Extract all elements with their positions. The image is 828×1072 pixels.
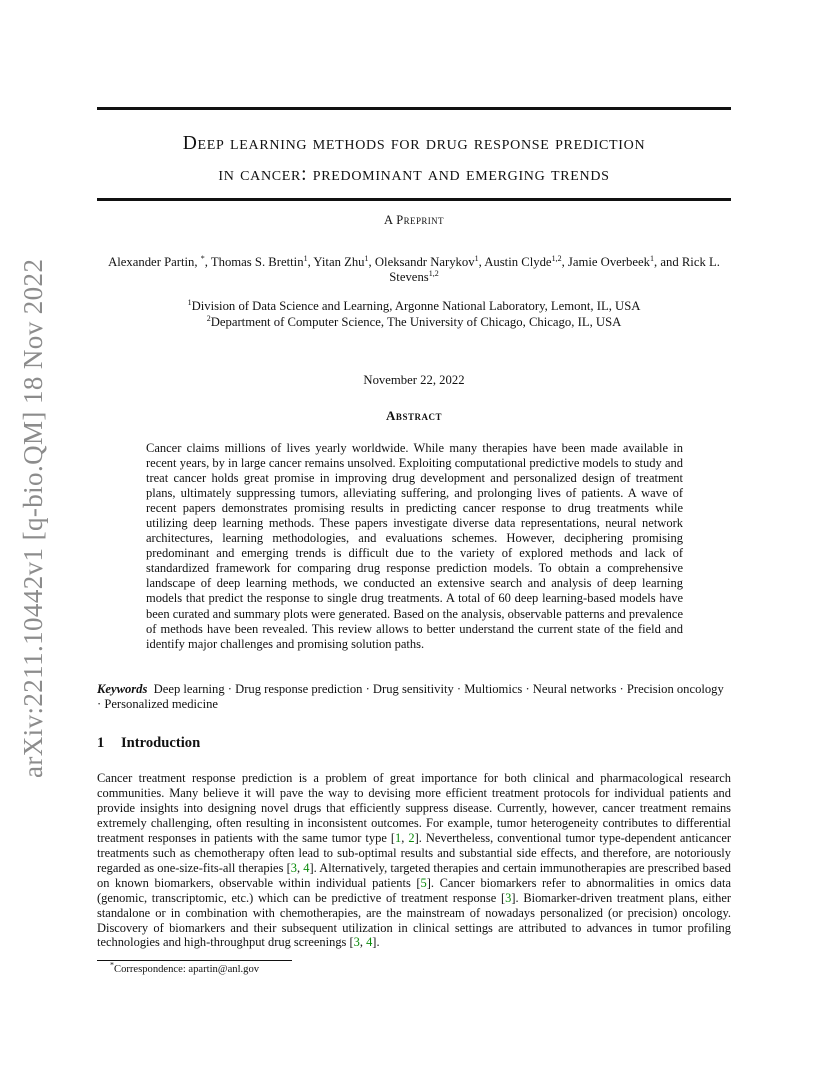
affiliation-number: 2 bbox=[206, 313, 211, 323]
title-line-1: Deep learning methods for drug response prediction bbox=[182, 133, 646, 154]
affiliation-sup: 1 bbox=[364, 253, 369, 263]
affiliation-sup: 1 bbox=[650, 253, 654, 263]
affiliation-1 bbox=[97, 298, 731, 314]
intro-text: , bbox=[401, 830, 409, 845]
affiliation-sup: 1,2 bbox=[428, 268, 439, 278]
keywords-text: Deep learning · Drug response prediction · Drug sensitivity · Multiomics · Neural networks · Precision oncology · Personalized medicine bbox=[97, 682, 724, 712]
citation-link[interactable]: 4 bbox=[303, 860, 310, 875]
affiliation-text: Division of Data Science and Learning, Argonne National Laboratory, Lemont, IL, USA bbox=[191, 299, 641, 313]
arxiv-identifier-stamp: arXiv:2211.10442v1 [q-bio.QM] 18 Nov 2022 bbox=[18, 258, 48, 778]
intro-text: ]. Alternatively, targeted therapies and certain immunotherapies are prescribed based on known biomarkers, observable within individual patients [ bbox=[97, 860, 731, 890]
correspondence-mark[interactable]: * bbox=[200, 253, 205, 263]
intro-text: Cancer treatment response prediction is a problem of great importance for both clinical and pharmacological research communities. Many believe it will pave the way to devising more efficient treatment protocols for individual patients and provide insights into designing novel drugs that efficiently suppress disease. Currently, however, cancer treatment remains extremely challenging, often resulting in inconsistent outcomes. For example, tumor heterogeneity contributes to differential treatment responses in patients with the same tumor type [ bbox=[97, 771, 731, 845]
author-name: Alexander Partin, bbox=[108, 255, 201, 269]
citation-link[interactable]: 3 bbox=[353, 935, 360, 950]
author-name: , Yitan Zhu bbox=[307, 255, 365, 269]
introduction-paragraph bbox=[97, 771, 731, 950]
paper-title bbox=[97, 128, 731, 190]
citation-link[interactable]: 2 bbox=[408, 830, 415, 845]
affiliation-sup: 1,2 bbox=[551, 253, 562, 263]
section-number: 1 bbox=[97, 735, 105, 751]
citation-link[interactable]: 1 bbox=[395, 830, 402, 845]
abstract-heading: Abstract bbox=[386, 408, 442, 423]
intro-text: ]. Nevertheless, conventional tumor type-dependent anticancer treatments such as chemotherapy often lead to sub-optimal results and substantial side effects, and therefore, are notoriously regarded as one-size-fits-all therapies [ bbox=[97, 830, 732, 875]
intro-text: ]. Cancer biomarkers refer to abnormalities in omics data (genomic, transcriptomic, etc.) which can be predictive of treatment response [ bbox=[97, 875, 731, 905]
footnote-rule bbox=[97, 960, 292, 961]
title-line-2: in cancer: predominant and emerging trends bbox=[218, 164, 610, 185]
citation-link[interactable]: 3 bbox=[290, 860, 297, 875]
affiliation-text: Department of Computer Science, The University of Chicago, Chicago, IL, USA bbox=[210, 315, 622, 329]
affiliation-sup: 1 bbox=[303, 253, 308, 263]
abstract-body: Cancer claims millions of lives yearly worldwide. While many therapies have been made available in recent years, by in large cancer remains unsolved. Exploiting computational predictive models to study and treat cancer holds great promise in improving drug development and personalized design of treatment plans, ultimately suppressing tumors, alleviating suffering, and prolonging lives of patients. A wave of recent papers demonstrates promising results in predicting cancer response to drug treatments while utilizing deep learning methods. These papers investigate diverse data representations, neural network architectures, learning methodologies, and evaluations schemes. However, deciphering promising predominant and emerging trends is difficult due to the variety of explored methods and lack of standardized framework for comparing drug response prediction models. To obtain a comprehensive landscape of deep learning methods, we conducted an extensive search and analysis of deep learning models that predict the response to single drug treatments. A total of 60 deep learning-based models have been curated and summary plots were generated. Based on the analysis, observable patterns and prevalence of methods have been revealed. This review allows to better understand the current state of the field and identify major challenges and promising solution paths. bbox=[146, 441, 683, 651]
affiliation-2 bbox=[97, 314, 731, 330]
title-bottom-rule bbox=[97, 198, 731, 201]
publication-date: November 22, 2022 bbox=[363, 373, 465, 387]
author-name: , Thomas S. Brettin bbox=[204, 255, 304, 269]
author-name: , and Rick L. Stevens bbox=[389, 255, 720, 284]
intro-text: ]. Biomarker-driven treatment plans, either standalone or in combination with chemotherapies, are the mainstream of nowadays personalized (or precision) oncology. Discovery of biomarkers and their subsequent utilization in clinical settings are attributed to advances in tumor profiling technologies and high-throughput drug screenings [ bbox=[97, 890, 731, 950]
citation-link[interactable]: 5 bbox=[420, 875, 427, 890]
citation-link[interactable]: 3 bbox=[505, 890, 512, 905]
section-title: Introduction bbox=[121, 735, 201, 751]
keywords-label: Keywords bbox=[97, 682, 148, 696]
author-name: , Jamie Overbeek bbox=[561, 255, 650, 269]
author-name: , Oleksandr Narykov bbox=[368, 255, 475, 269]
intro-text: ]. bbox=[372, 935, 380, 950]
affiliation-number: 1 bbox=[187, 297, 192, 307]
footnote-text: Correspondence: apartin@anl.gov bbox=[114, 964, 260, 975]
intro-text: , bbox=[296, 860, 304, 875]
correspondence-footnote bbox=[110, 960, 260, 975]
section-heading-introduction bbox=[97, 735, 200, 752]
affiliations bbox=[97, 298, 731, 330]
keywords-block bbox=[97, 682, 731, 713]
affiliation-sup: 1 bbox=[474, 253, 479, 263]
title-top-rule bbox=[97, 107, 731, 110]
citation-link[interactable]: 4 bbox=[366, 935, 373, 950]
author-list bbox=[97, 255, 731, 285]
preprint-label: A Preprint bbox=[384, 213, 444, 227]
author-name: , Austin Clyde bbox=[478, 255, 552, 269]
footnote-mark: * bbox=[110, 960, 114, 970]
intro-text: , bbox=[359, 935, 367, 950]
